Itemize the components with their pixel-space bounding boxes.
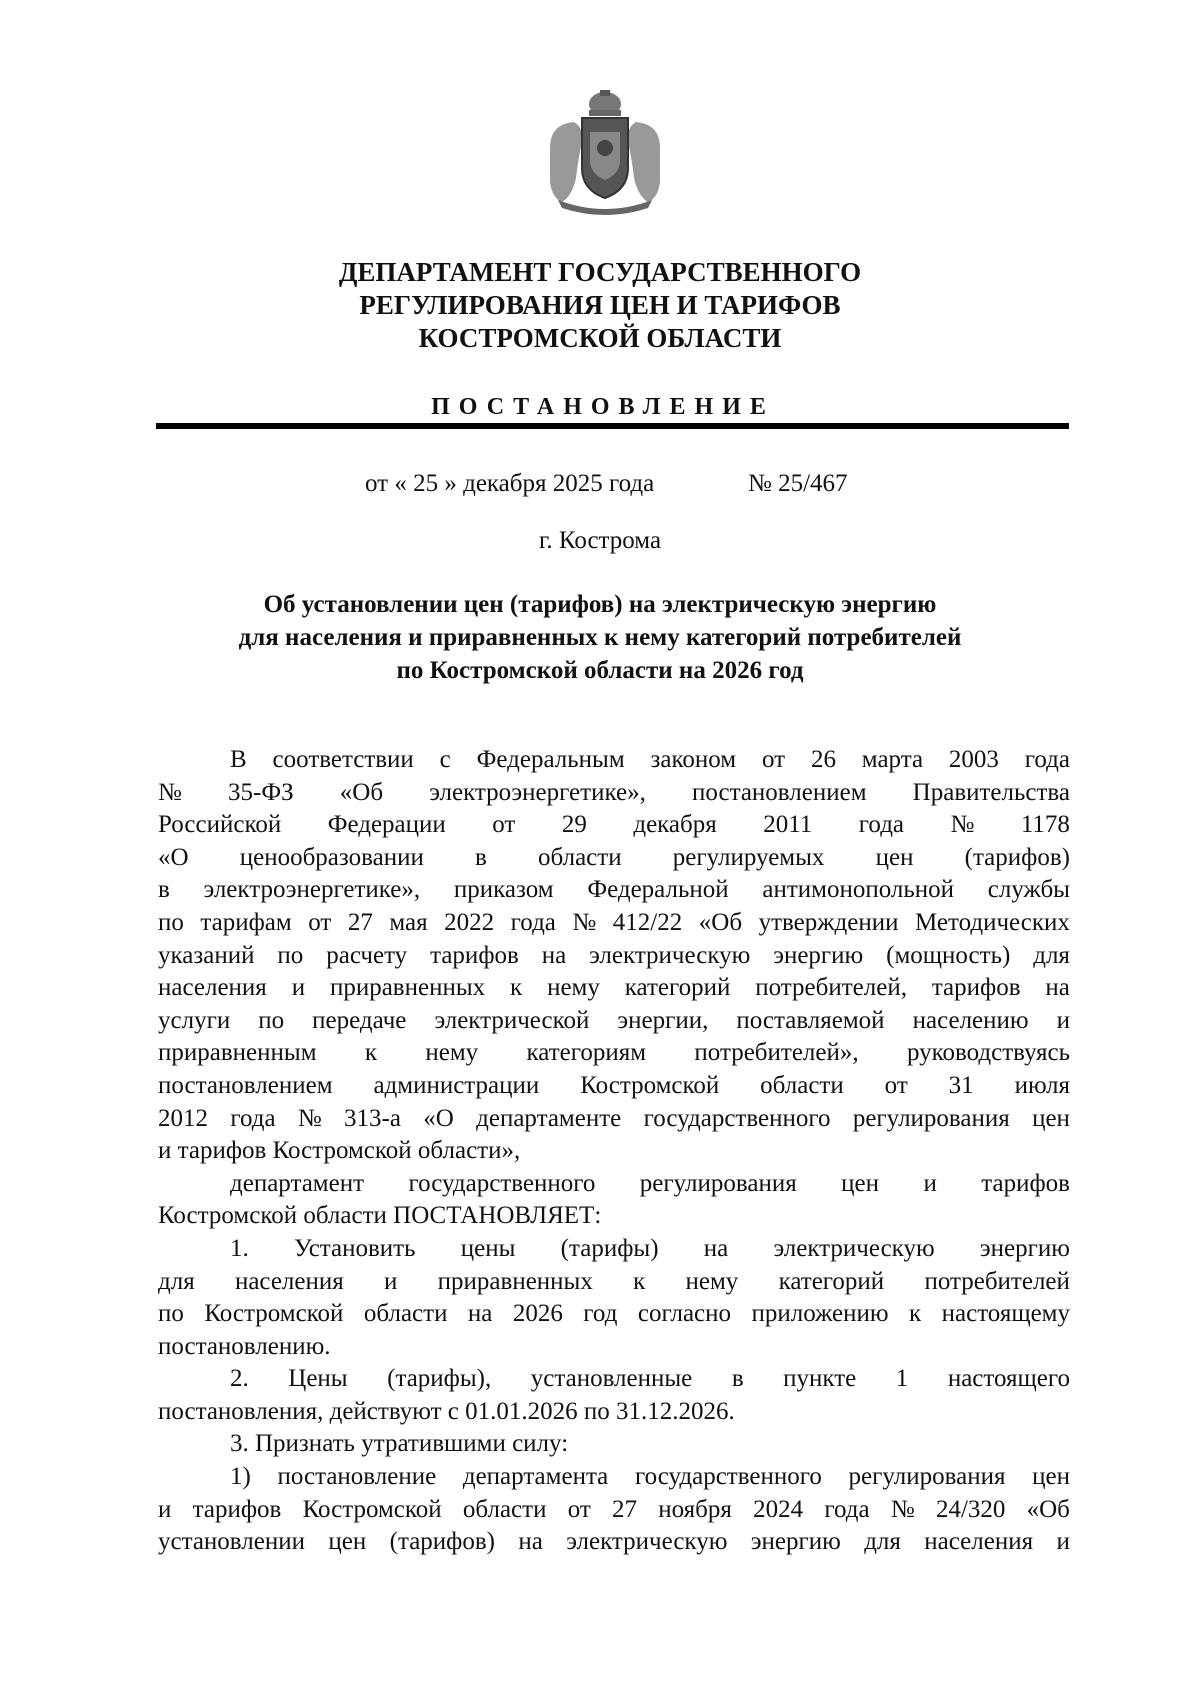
body-line: постановлением администрации Костромской области от 31 июля	[158, 1071, 1070, 1099]
department-name	[0, 256, 1200, 355]
body-line: 2012 года № 313-а «О департаменте государственного регулирования цен	[158, 1104, 1070, 1132]
body-line: для населения и приравненных к нему категорий потребителей	[158, 1267, 1070, 1295]
coat-of-arms-icon	[540, 88, 670, 218]
department-line: РЕГУЛИРОВАНИЯ ЦЕН И ТАРИФОВ	[359, 290, 841, 320]
body-line: департамент государственного регулирования цен и тарифов	[230, 1169, 1070, 1197]
title-line: по Костромской области на 2026 год	[396, 657, 804, 684]
body-line: по тарифам от 27 мая 2022 года № 412/22 «Об утверждении Методических	[158, 908, 1070, 936]
body-line: услуги по передаче электрической энергии, поставляемой населению и	[158, 1006, 1070, 1034]
title-line: Об установлении цен (тарифов) на электрическую энергию	[263, 591, 937, 618]
department-line: ДЕПАРТАМЕНТ ГОСУДАРСТВЕННОГО	[338, 257, 862, 287]
body-line: указаний по расчету тарифов на электрическую энергию (мощность) для	[158, 941, 1070, 969]
document-title	[0, 588, 1200, 687]
document-kind: ПОСТАНОВЛЕНИЕ	[431, 394, 775, 420]
header-rule	[156, 423, 1069, 429]
body-line: и тарифов Костромской области»,	[158, 1137, 521, 1165]
title-line: для населения и приравненных к нему категорий потребителей	[238, 624, 962, 651]
body-line: населения и приравненных к нему категорий потребителей, тарифов на	[158, 974, 1070, 1002]
document-number: № 25/467	[748, 470, 848, 497]
body-line: постановления, действуют с 01.01.2026 по 31.12.2026.	[158, 1397, 735, 1425]
body-line: установлении цен (тарифов) на электрическую энергию для населения и	[158, 1528, 1070, 1556]
body-line: 1. Установить цены (тарифы) на электрическую энергию	[230, 1234, 1070, 1262]
body-line: «О ценообразовании в области регулируемых цен (тарифов)	[158, 843, 1070, 871]
department-line: КОСТРОМСКОЙ ОБЛАСТИ	[418, 323, 782, 353]
body-line: 2. Цены (тарифы), установленные в пункте 1 настоящего	[230, 1365, 1070, 1393]
body-line: приравненным к нему категориям потребителей», руководствуясь	[158, 1039, 1070, 1067]
body-line: в электроэнергетике», приказом Федеральной антимонопольной службы	[158, 876, 1070, 904]
body-line: Российской Федерации от 29 декабря 2011 года № 1178	[158, 811, 1070, 839]
body-line: В соответствии с Федеральным законом от 26 марта 2003 года	[230, 746, 1070, 773]
body-line: 1) постановление департамента государственного регулирования цен	[230, 1463, 1070, 1491]
document-date: от « 25 » декабря 2025 года	[365, 470, 655, 497]
body-line: постановлению.	[158, 1332, 331, 1360]
body-line: Костромской области ПОСТАНОВЛЯЕТ:	[158, 1202, 602, 1230]
body-line: и тарифов Костромской области от 27 ноября 2024 года № 24/320 «Об	[158, 1495, 1070, 1523]
body-line: по Костромской области на 2026 год согласно приложению к настоящему	[158, 1300, 1070, 1328]
document-body	[158, 744, 1070, 1559]
body-line: № 35-ФЗ «Об электроэнергетике», постановлением Правительства	[158, 778, 1070, 806]
document-city: г. Кострома	[538, 527, 662, 554]
body-line: 3. Признать утратившими силу:	[230, 1430, 569, 1458]
